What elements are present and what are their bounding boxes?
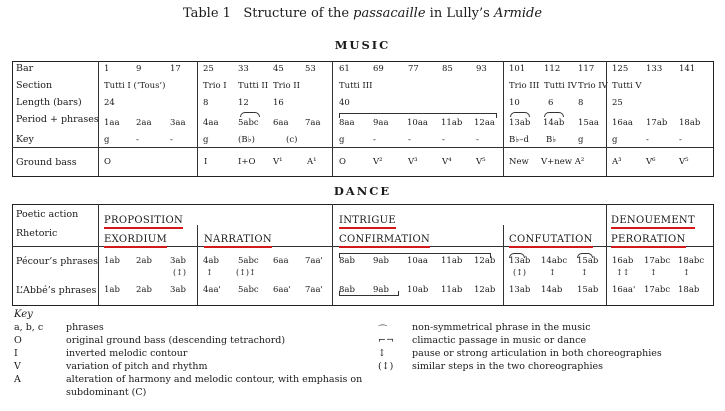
key-cell: g: [203, 135, 209, 145]
rhetoric-confirmation: [339, 227, 430, 246]
key-cell: -: [679, 135, 682, 145]
phrase-cell: 4aa: [203, 118, 219, 128]
labbe-phrase: 13ab: [509, 285, 531, 295]
section-cell: Trio III: [509, 81, 540, 91]
row-label-poetic-action: Poetic action: [16, 209, 79, 220]
labbe-phrase: 17abc: [644, 285, 671, 295]
ground-bass-cell: V⁵: [679, 157, 689, 167]
key-cell: B♭–d: [509, 135, 529, 145]
length-cell: 16: [273, 98, 284, 108]
bar-number: 1: [104, 64, 110, 74]
row-label-ground-bass: Ground bass: [16, 157, 77, 168]
row-label-length: Length (bars): [16, 97, 82, 108]
key-description: non-symmetrical phrase in the music: [412, 322, 591, 333]
length-cell: 8: [203, 98, 209, 108]
dance-col-divider: [606, 204, 607, 305]
phrase-cell: 18ab: [679, 118, 701, 128]
music-col-divider: [332, 61, 333, 176]
phrase-cell: 15aa: [578, 118, 599, 128]
key-heading: Key: [14, 309, 33, 320]
rhetoric-label: NARRATION: [204, 234, 272, 248]
key-cell: -: [476, 135, 479, 145]
key-description: subdominant (C): [66, 387, 147, 398]
bar-number: 53: [305, 64, 316, 74]
ground-bass-cell: I: [204, 157, 208, 167]
length-cell: 6: [548, 98, 554, 108]
phrase-cell: 7aa: [305, 118, 321, 128]
length-cell: 12: [238, 98, 249, 108]
rhetoric-peroration: [611, 227, 686, 246]
similar-steps-icon: (↕): [378, 361, 394, 372]
dance-col-divider: [197, 225, 198, 305]
ground-bass-cell: V+new A²: [541, 157, 585, 167]
pecour-phrase: 9ab: [373, 256, 389, 266]
phrase-cell: 3aa: [170, 118, 186, 128]
title-italic-passacaille: passacaille: [353, 6, 426, 21]
similar-steps-icon: (↕)↕: [236, 268, 256, 277]
pause-icon: ↕: [378, 348, 386, 359]
key-description: original ground bass (descending tetrachord): [66, 335, 286, 346]
bar-number: 117: [578, 64, 595, 74]
non-symmetrical-arc: [240, 112, 260, 117]
labbe-phrase: 9ab: [373, 285, 389, 295]
key-cell: g: [578, 135, 584, 145]
section-cell: Trio II: [273, 81, 300, 91]
pecour-phrase: 1ab: [104, 256, 120, 266]
pecour-phrase: 16ab: [612, 256, 634, 266]
pecour-phrase: 3ab: [170, 256, 186, 266]
table-title: [0, 6, 725, 21]
poetic-label: PROPOSITION: [104, 215, 183, 229]
poetic-label: DENOUEMENT: [611, 215, 695, 229]
phrase-cell: 12aa: [474, 118, 495, 128]
section-cell: Tutti IV: [544, 81, 577, 91]
row-label-pecour: Pécour’s phrases: [16, 256, 98, 267]
bar-number: 125: [612, 64, 629, 74]
ground-bass-cell: A³: [612, 157, 622, 167]
bar-number: 61: [339, 64, 350, 74]
music-col-divider: [606, 61, 607, 176]
key-cell: -: [442, 135, 445, 145]
key-description: inverted melodic contour: [66, 348, 188, 359]
key-cell: (c): [286, 135, 298, 145]
music-col-divider: [197, 61, 198, 176]
rhetoric-label: CONFIRMATION: [339, 234, 430, 248]
key-cell: -: [170, 135, 173, 145]
phrase-cell: 11ab: [441, 118, 463, 128]
row-label-labbe: L’Abbé’s phrases: [16, 285, 97, 296]
rhetoric-label: CONFUTATION: [509, 234, 593, 248]
section-cell: Tutti I (‘Tous’): [104, 81, 166, 91]
section-cell: Trio IV: [578, 81, 608, 91]
labbe-phrase: 18ab: [678, 285, 700, 295]
title-mid: in Lully’s: [425, 6, 494, 21]
pecour-phrase: 12ab: [474, 256, 496, 266]
pause-icon: ↕: [650, 268, 657, 277]
rhetoric-narration: [204, 227, 272, 246]
pause-icon: ↕: [581, 268, 588, 277]
key-description: phrases: [66, 322, 104, 333]
key-cell: B♭: [546, 135, 557, 145]
rhetoric-label: PERORATION: [611, 234, 686, 248]
ground-bass-cell: O: [339, 157, 346, 167]
phrase-cell: 8aa: [339, 118, 355, 128]
row-label-section: Section: [16, 80, 53, 91]
bar-number: 25: [203, 64, 214, 74]
bar-number: 101: [509, 64, 526, 74]
dance-col-divider: [332, 204, 333, 305]
key-cell: g: [339, 135, 345, 145]
phrase-cell: 14ab: [543, 118, 565, 128]
length-cell: 8: [578, 98, 584, 108]
key-symbol: a, b, c: [14, 322, 44, 333]
key-description: pause or strong articulation in both choreographies: [412, 348, 662, 359]
section-cell: Tutti II: [238, 81, 269, 91]
pecour-phrase: 17abc: [644, 256, 671, 266]
section-cell: Tutti III: [339, 81, 373, 91]
climactic-bracket-icon: ⌐¬: [378, 335, 394, 346]
key-description: variation of pitch and rhythm: [66, 361, 208, 372]
key-cell: (B♭): [238, 135, 255, 145]
key-symbol: I: [14, 348, 18, 359]
row-label-key: Key: [16, 134, 34, 145]
bar-number: 77: [408, 64, 419, 74]
labbe-phrase: 5abc: [238, 285, 259, 295]
ground-bass-cell: New: [509, 157, 529, 167]
phrase-cell: 10aa: [407, 118, 428, 128]
similar-steps-icon: (↕): [513, 268, 526, 277]
poetic-label: INTRIGUE: [339, 215, 396, 229]
ground-bass-cell: O: [104, 157, 111, 167]
phrase-cell: 9aa: [373, 118, 389, 128]
ground-bass-cell: V⁵: [476, 157, 486, 167]
non-symmetrical-arc: [544, 112, 564, 117]
labbe-phrase: 16aa': [612, 285, 636, 295]
pecour-phrase: 5abc: [238, 256, 259, 266]
bar-number: 112: [544, 64, 561, 74]
key-cell: -: [373, 135, 376, 145]
key-description: similar steps in the two choreographies: [412, 361, 604, 372]
ground-bass-cell: V⁶: [646, 157, 656, 167]
ground-bass-cell: V²: [373, 157, 383, 167]
rhetoric-label: EXORDIUM: [104, 234, 167, 248]
key-symbol: O: [14, 335, 22, 346]
pecour-phrase: 2ab: [136, 256, 152, 266]
ground-bass-cell: A¹: [307, 157, 317, 167]
key-cell: g: [104, 135, 110, 145]
labbe-phrase: 4aa': [203, 285, 221, 295]
ground-bass-cell: V¹: [273, 157, 283, 167]
title-prefix: Table 1: [182, 6, 231, 21]
phrase-cell: 2aa: [136, 118, 152, 128]
pause-icon: ↕: [683, 268, 690, 277]
key-cell: -: [136, 135, 139, 145]
dance-col-divider: [98, 204, 99, 305]
key-description: climactic passage in music or dance: [412, 335, 587, 346]
section-cell: Tutti V: [612, 81, 642, 91]
bar-number: 85: [442, 64, 453, 74]
bar-number: 17: [170, 64, 181, 74]
ground-bass-cell: I+O: [238, 157, 256, 167]
pause-icon: ↕↕: [616, 268, 630, 277]
row-label-rhetoric: Rhetoric: [16, 228, 58, 239]
bar-number: 141: [679, 64, 696, 74]
poetic-denouement: [611, 208, 695, 227]
key-symbol: V: [14, 361, 21, 372]
music-divider: [12, 147, 713, 148]
bar-number: 33: [238, 64, 249, 74]
poetic-proposition: [104, 208, 183, 227]
labbe-phrase: 15ab: [577, 285, 599, 295]
labbe-phrase: 3ab: [170, 285, 186, 295]
non-symmetrical-arc: [510, 112, 530, 117]
labbe-phrase: 12ab: [474, 285, 496, 295]
key-cell: -: [408, 135, 411, 145]
similar-steps-icon: (↕): [173, 268, 186, 277]
key-symbol: A: [14, 374, 21, 385]
key-cell: -: [646, 135, 649, 145]
dance-col-divider: [503, 225, 504, 305]
phrase-cell: 13ab: [509, 118, 531, 128]
key-description: alteration of harmony and melodic contour, with emphasis on: [66, 374, 363, 385]
labbe-phrase: 14ab: [541, 285, 563, 295]
bar-number: 133: [646, 64, 663, 74]
labbe-phrase: 8ab: [339, 285, 355, 295]
rhetoric-exordium: [104, 227, 167, 246]
pecour-phrase: 10aa: [407, 256, 428, 266]
phrase-cell: 17ab: [646, 118, 668, 128]
bar-number: 69: [373, 64, 384, 74]
pecour-phrase: 11ab: [441, 256, 463, 266]
length-cell: 24: [104, 98, 115, 108]
music-heading: MUSIC: [334, 38, 391, 52]
pecour-phrase: 13ab: [509, 256, 531, 266]
poetic-intrigue: [339, 208, 396, 227]
phrase-cell: 5abc: [238, 118, 259, 128]
pecour-phrase: 6aa: [273, 256, 289, 266]
pecour-phrase: 4ab: [203, 256, 219, 266]
pecour-phrase: 14abc: [541, 256, 568, 266]
pecour-phrase: 15ab: [577, 256, 599, 266]
pecour-phrase: 7aa': [305, 256, 323, 266]
bar-number: 45: [273, 64, 284, 74]
title-main: Structure of the: [243, 6, 354, 21]
length-cell: 40: [339, 98, 350, 108]
row-label-period: Period + phrases: [16, 114, 99, 125]
pause-icon: ↕: [206, 268, 213, 277]
key-cell: g: [612, 135, 618, 145]
labbe-phrase: 7aa': [305, 285, 323, 295]
title-italic-armide: Armide: [493, 6, 543, 21]
ground-bass-cell: V³: [408, 157, 418, 167]
length-cell: 25: [612, 98, 623, 108]
pecour-phrase: 18abc: [678, 256, 705, 266]
length-cell: 10: [509, 98, 520, 108]
pause-icon: ↕: [549, 268, 556, 277]
phrase-cell: 6aa: [273, 118, 289, 128]
section-cell: Trio I: [203, 81, 227, 91]
ground-bass-cell: V⁴: [442, 157, 452, 167]
bar-number: 9: [136, 64, 142, 74]
phrase-cell: 16aa: [612, 118, 633, 128]
labbe-phrase: 2ab: [136, 285, 152, 295]
labbe-phrase: 6aa': [273, 285, 291, 295]
phrase-cell: 1aa: [104, 118, 120, 128]
pecour-phrase: 8ab: [339, 256, 355, 266]
labbe-phrase: 11ab: [441, 285, 463, 295]
labbe-phrase: 1ab: [104, 285, 120, 295]
non-symmetrical-icon: ⌒: [378, 325, 388, 336]
music-col-divider: [503, 61, 504, 176]
row-label-bar: Bar: [16, 63, 34, 74]
dance-heading: DANCE: [333, 184, 392, 198]
labbe-phrase: 10ab: [407, 285, 429, 295]
bar-number: 93: [476, 64, 487, 74]
rhetoric-confutation: [509, 227, 593, 246]
